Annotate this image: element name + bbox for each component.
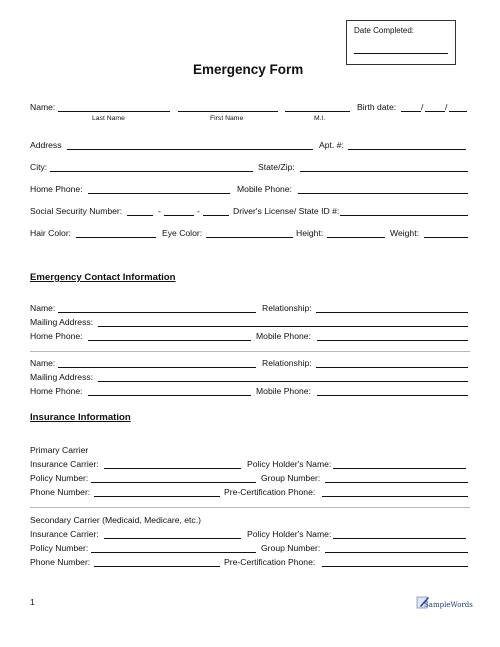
birth-day-field[interactable] [425, 111, 445, 112]
mi-caption: M.I. [314, 115, 326, 122]
ssn-dash: - [158, 206, 161, 216]
first-name-caption: First Name [210, 115, 244, 122]
contact1-mailing-field[interactable] [98, 326, 468, 327]
secondary-carrier-label: Secondary Carrier (Medicaid, Medicare, etc.) [30, 515, 201, 525]
secondary-precert-label: Pre-Certification Phone: [224, 557, 316, 567]
state-zip-label: State/Zip: [258, 162, 295, 172]
page-number: 1 [30, 597, 35, 607]
apt-field[interactable] [348, 149, 466, 150]
eye-color-field[interactable] [206, 237, 293, 238]
insurance-heading: Insurance Information [30, 412, 131, 423]
home-phone-field[interactable] [88, 193, 230, 194]
date-completed-field[interactable] [354, 53, 448, 54]
secondary-precert-field[interactable] [322, 566, 468, 567]
ssn-part3-field[interactable] [203, 215, 229, 216]
primary-phone-label: Phone Number: [30, 487, 91, 497]
primary-group-field[interactable] [325, 482, 468, 483]
primary-insurance-carrier-field[interactable] [104, 468, 241, 469]
primary-holder-field[interactable] [333, 468, 466, 469]
weight-label: Weight: [390, 228, 419, 238]
contact2-home-phone-label: Home Phone: [30, 386, 83, 396]
license-label: Driver's License/ State ID #: [233, 206, 340, 216]
contact1-relationship-field[interactable] [316, 312, 468, 313]
secondary-insurance-carrier-field[interactable] [104, 538, 241, 539]
contact1-relationship-label: Relationship: [262, 303, 312, 313]
contact2-relationship-label: Relationship: [262, 358, 312, 368]
secondary-group-label: Group Number: [261, 543, 321, 553]
height-label: Height: [296, 228, 324, 238]
city-field[interactable] [50, 171, 253, 172]
name-label: Name: [30, 102, 56, 112]
hair-color-field[interactable] [76, 237, 156, 238]
address-field[interactable] [67, 149, 313, 150]
license-field[interactable] [340, 215, 468, 216]
mobile-phone-label: Mobile Phone: [237, 184, 292, 194]
emergency-contact-heading: Emergency Contact Information [30, 272, 176, 283]
birth-date-label: Birth date: [357, 102, 397, 112]
weight-field[interactable] [424, 237, 468, 238]
eye-color-label: Eye Color: [162, 228, 203, 238]
ssn-part1-field[interactable] [127, 215, 153, 216]
primary-precert-label: Pre-Certification Phone: [224, 487, 316, 497]
contact2-name-label: Name: [30, 358, 56, 368]
ssn-label: Social Security Number: [30, 206, 123, 216]
secondary-phone-label: Phone Number: [30, 557, 91, 567]
primary-insurance-carrier-label: Insurance Carrier: [30, 459, 99, 469]
primary-group-label: Group Number: [261, 473, 321, 483]
secondary-holder-field[interactable] [333, 538, 466, 539]
mobile-phone-field[interactable] [298, 193, 468, 194]
secondary-policy-field[interactable] [91, 552, 256, 553]
mi-field[interactable] [285, 111, 350, 112]
contact1-name-label: Name: [30, 303, 56, 313]
last-name-caption: Last Name [92, 115, 125, 122]
first-name-field[interactable] [178, 111, 278, 112]
ssn-dash: - [197, 206, 200, 216]
contact1-home-phone-field[interactable] [88, 340, 251, 341]
primary-phone-field[interactable] [94, 496, 220, 497]
contact2-mobile-phone-label: Mobile Phone: [256, 386, 311, 396]
section-divider [30, 351, 470, 352]
contact2-mailing-label: Mailing Address: [30, 372, 94, 382]
section-divider [30, 507, 470, 508]
home-phone-label: Home Phone: [30, 184, 83, 194]
apt-label: Apt. #: [319, 140, 344, 150]
contact2-home-phone-field[interactable] [88, 395, 251, 396]
contact2-mailing-field[interactable] [98, 381, 468, 382]
page-title: Emergency Form [193, 62, 304, 77]
contact1-mobile-phone-field[interactable] [317, 340, 468, 341]
secondary-group-field[interactable] [325, 552, 468, 553]
date-slash: / [445, 102, 448, 112]
secondary-holder-label: Policy Holder's Name: [247, 529, 332, 539]
logo-text: SampleWords [424, 601, 473, 609]
date-slash: / [421, 102, 424, 112]
hair-color-label: Hair Color: [30, 228, 72, 238]
last-name-field[interactable] [58, 111, 170, 112]
address-label: Address [30, 140, 62, 150]
secondary-policy-label: Policy Number: [30, 543, 89, 553]
contact2-name-field[interactable] [58, 367, 256, 368]
birth-month-field[interactable] [401, 111, 421, 112]
secondary-phone-field[interactable] [94, 566, 220, 567]
secondary-insurance-carrier-label: Insurance Carrier: [30, 529, 99, 539]
contact1-mailing-label: Mailing Address: [30, 317, 94, 327]
contact1-name-field[interactable] [58, 312, 256, 313]
primary-policy-field[interactable] [91, 482, 256, 483]
birth-year-field[interactable] [449, 111, 467, 112]
state-zip-field[interactable] [300, 171, 468, 172]
contact1-home-phone-label: Home Phone: [30, 331, 83, 341]
primary-holder-label: Policy Holder's Name: [247, 459, 332, 469]
primary-policy-label: Policy Number: [30, 473, 89, 483]
city-label: City: [30, 162, 48, 172]
height-field[interactable] [327, 237, 385, 238]
primary-carrier-label: Primary Carrier [30, 445, 89, 455]
ssn-part2-field[interactable] [164, 215, 194, 216]
contact2-relationship-field[interactable] [316, 367, 468, 368]
date-completed-label: Date Completed: [354, 26, 415, 35]
contact2-mobile-phone-field[interactable] [317, 395, 468, 396]
contact1-mobile-phone-label: Mobile Phone: [256, 331, 311, 341]
primary-precert-field[interactable] [322, 496, 468, 497]
